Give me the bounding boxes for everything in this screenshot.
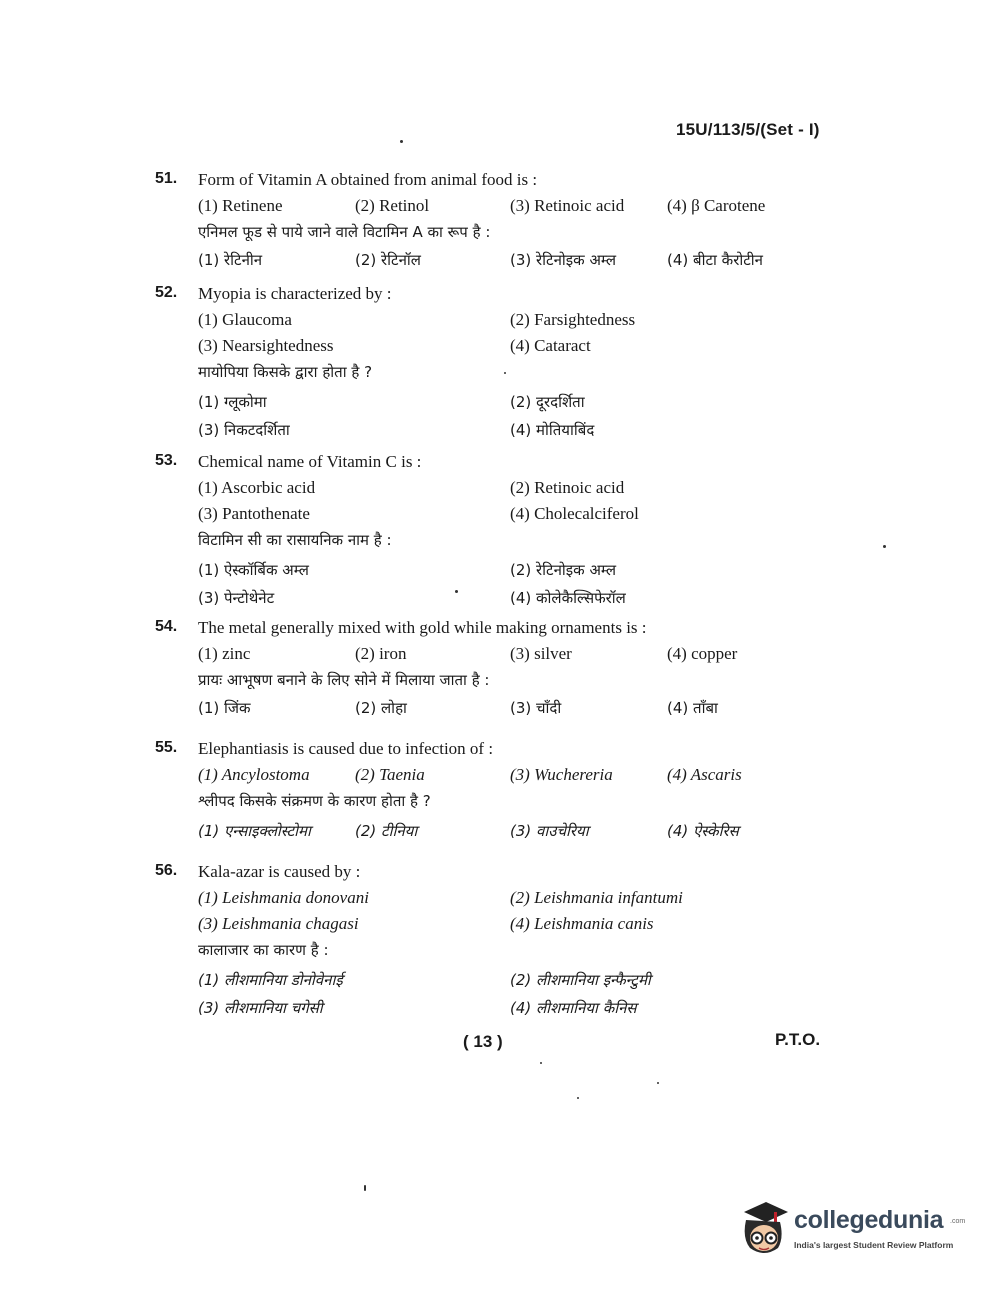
- page-number: ( 13 ): [463, 1032, 503, 1051]
- option-2-en: (2) Retinoic acid: [510, 478, 625, 497]
- option-2-en: (2) Taenia: [355, 765, 425, 784]
- option-4-en: (4) β Carotene: [667, 196, 766, 215]
- option-4-en: (4) Leishmania canis: [510, 914, 654, 933]
- option-1-en: (1) Glaucoma: [198, 310, 292, 329]
- scan-speck: [540, 1062, 542, 1064]
- question-stem-en: Kala-azar is caused by :: [198, 862, 361, 881]
- option-4-en: (4) copper: [667, 644, 738, 663]
- option-4-hi: (4) कोलेकैल्सिफेरॉल: [510, 589, 626, 607]
- option-3-en: (3) Nearsightedness: [198, 336, 334, 355]
- option-3-hi: (3) पेन्टोथेनेट: [198, 589, 275, 607]
- option-4-hi: (4) बीटा कैरोटीन: [667, 251, 763, 269]
- scan-speck: [455, 590, 458, 593]
- option-2-en: (2) Farsightedness: [510, 310, 636, 329]
- question-stem-hi: प्रायः आभूषण बनाने के लिए सोने में मिलाया जाता है :: [198, 671, 490, 689]
- question-stem-hi: मायोपिया किसके द्वारा होता है ?: [198, 363, 373, 381]
- collegedunia-logo: [736, 1198, 966, 1262]
- option-4-hi: (4) लीशमानिया कैनिस: [510, 999, 637, 1017]
- option-3-hi: (3) लीशमानिया चगेसी: [198, 999, 323, 1017]
- question-number: 52.: [155, 284, 178, 301]
- question-stem-hi: कालाजार का कारण है :: [198, 941, 329, 959]
- scan-speck: [577, 1097, 579, 1099]
- question-54: [155, 618, 835, 726]
- option-1-en: (1) Leishmania donovani: [198, 888, 369, 907]
- question-number: 54.: [155, 618, 178, 635]
- option-1-hi: (1) एन्साइक्लोस्टोमा: [198, 822, 311, 840]
- question-stem-en: The metal generally mixed with gold while making ornaments is :: [198, 618, 647, 637]
- option-4-en: (4) Ascaris: [667, 765, 742, 784]
- option-1-hi: (1) ग्लूकोमा: [198, 393, 267, 411]
- scan-speck: [400, 140, 403, 143]
- scan-speck: [883, 545, 886, 548]
- option-2-en: (2) Leishmania infantumi: [510, 888, 683, 907]
- option-2-hi: (2) टीनिया: [355, 822, 418, 840]
- question-55: [155, 739, 835, 849]
- question-number: 53.: [155, 452, 178, 469]
- question-56: [155, 862, 835, 1026]
- question-stem-hi: एनिमल फूड से पाये जाने वाले विटामिन A का रूप है :: [198, 223, 491, 241]
- option-1-en: (1) Retinene: [198, 196, 283, 215]
- option-4-en: (4) Cataract: [510, 336, 591, 355]
- paper-code: 15U/113/5/(Set - I): [676, 120, 820, 139]
- question-stem-hi: विटामिन सी का रासायनिक नाम है :: [198, 531, 392, 549]
- pto-label: P.T.O.: [775, 1030, 821, 1049]
- option-3-en: (3) Wuchereria: [510, 765, 613, 784]
- scan-speck: [504, 372, 506, 374]
- question-stem-en: Myopia is characterized by :: [198, 284, 392, 303]
- option-4-hi: (4) मोतियाबिंद: [510, 421, 595, 439]
- option-3-hi: (3) चाँदी: [510, 699, 562, 717]
- option-2-en: (2) iron: [355, 644, 407, 663]
- option-3-en: (3) Pantothenate: [198, 504, 310, 523]
- option-1-en: (1) zinc: [198, 644, 251, 663]
- option-4-hi: (4) ऐस्केरिस: [667, 822, 739, 840]
- option-1-en: (1) Ancylostoma: [198, 765, 310, 784]
- option-4-hi: (4) ताँबा: [667, 699, 718, 717]
- option-1-hi: (1) लीशमानिया डोनोवेनाई: [198, 971, 343, 989]
- question-52: [155, 284, 835, 448]
- option-3-en: (3) Leishmania chagasi: [198, 914, 359, 933]
- option-2-hi: (2) रेटिनॉल: [355, 251, 421, 269]
- question-stem-en: Elephantiasis is caused due to infection of :: [198, 739, 494, 758]
- mascot-icon: [736, 1198, 792, 1260]
- option-3-hi: (3) रेटिनोइक अम्ल: [510, 251, 617, 269]
- question-number: 56.: [155, 862, 178, 879]
- option-3-hi: (3) निकटदर्शिता: [198, 421, 290, 439]
- option-1-hi: (1) रेटिनीन: [198, 251, 263, 269]
- question-stem-hi: श्लीपद किसके संक्रमण के कारण होता है ?: [198, 792, 431, 810]
- question-number: 51.: [155, 170, 178, 187]
- option-2-en: (2) Retinol: [355, 196, 430, 215]
- option-1-hi: (1) जिंक: [198, 699, 251, 717]
- question-stem-en: Chemical name of Vitamin C is :: [198, 452, 422, 471]
- option-2-hi: (2) लीशमानिया इन्फैन्टुमी: [510, 971, 651, 989]
- logo-wordmark: collegedunia: [794, 1206, 944, 1234]
- option-1-hi: (1) ऐस्कॉर्बिक अम्ल: [198, 561, 309, 579]
- question-number: 55.: [155, 739, 178, 756]
- scan-speck: [364, 1185, 366, 1191]
- option-2-hi: (2) दूरदर्शिता: [510, 393, 585, 411]
- question-51: [155, 170, 835, 278]
- logo-suffix: .com: [950, 1218, 966, 1225]
- option-4-en: (4) Cholecalciferol: [510, 504, 639, 523]
- option-3-en: (3) silver: [510, 644, 572, 663]
- scan-speck: [657, 1082, 659, 1084]
- logo-tagline: India's largest Student Review Platform: [794, 1240, 954, 1250]
- option-2-hi: (2) लोहा: [355, 699, 407, 717]
- option-2-hi: (2) रेटिनोइक अम्ल: [510, 561, 617, 579]
- option-3-en: (3) Retinoic acid: [510, 196, 625, 215]
- question-stem-en: Form of Vitamin A obtained from animal food is :: [198, 170, 538, 189]
- question-53: [155, 452, 835, 616]
- option-1-en: (1) Ascorbic acid: [198, 478, 316, 497]
- option-3-hi: (3) वाउचेरिया: [510, 822, 589, 840]
